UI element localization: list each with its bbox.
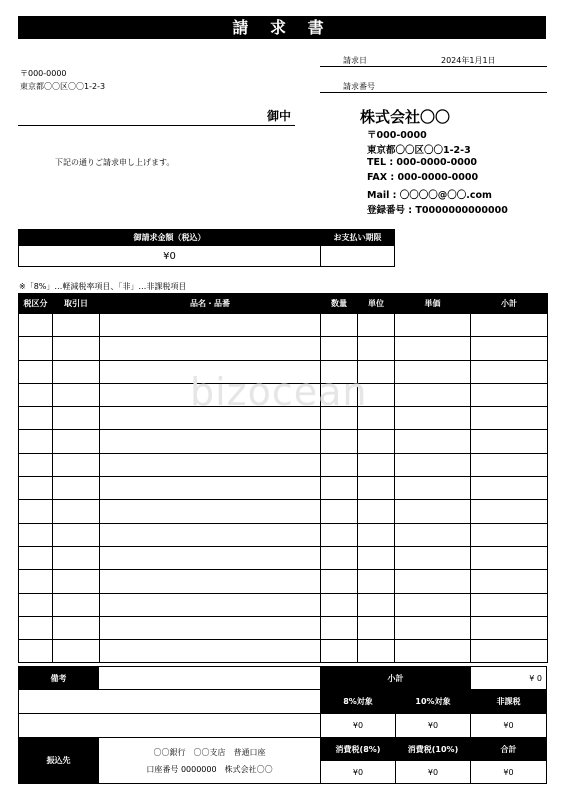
table-cell[interactable] <box>100 314 321 337</box>
table-cell[interactable] <box>358 616 395 639</box>
table-cell[interactable] <box>321 337 358 360</box>
table-cell[interactable] <box>358 593 395 616</box>
header-quantity: 数量 <box>321 294 358 314</box>
table-cell[interactable] <box>321 570 358 593</box>
table-cell[interactable] <box>358 570 395 593</box>
issuer-postal: 〒000-0000 <box>367 130 427 141</box>
table-cell[interactable] <box>19 337 53 360</box>
table-cell[interactable] <box>321 546 358 569</box>
table-row <box>19 616 548 639</box>
table-cell[interactable] <box>53 570 100 593</box>
remarks-line-2[interactable] <box>18 689 321 714</box>
table-row <box>19 453 548 476</box>
table-cell[interactable] <box>321 593 358 616</box>
table-cell[interactable] <box>395 407 471 430</box>
table-cell[interactable] <box>19 570 53 593</box>
table-cell[interactable] <box>358 546 395 569</box>
tax8-target-value: ¥0 <box>320 713 396 738</box>
items-header-row <box>19 294 548 314</box>
due-value <box>320 245 395 267</box>
consumption-tax10-value: ¥0 <box>395 760 471 784</box>
table-cell[interactable] <box>471 640 548 663</box>
remarks-label: 備考 <box>18 666 99 690</box>
table-cell[interactable] <box>53 407 100 430</box>
table-cell[interactable] <box>53 453 100 476</box>
consumption-tax10-label: 消費税(10%) <box>395 737 471 761</box>
table-cell[interactable] <box>19 477 53 500</box>
date-underline <box>320 66 547 67</box>
table-cell[interactable] <box>100 616 321 639</box>
header-unit: 単位 <box>358 294 395 314</box>
table-cell[interactable] <box>53 314 100 337</box>
table-cell[interactable] <box>100 546 321 569</box>
table-cell[interactable] <box>358 453 395 476</box>
tax8-target-label: 8%対象 <box>320 689 396 714</box>
transfer-details <box>98 737 321 784</box>
header-tax-category: 税区分 <box>19 294 53 314</box>
table-cell[interactable] <box>100 640 321 663</box>
tax10-target-label: 10%対象 <box>395 689 471 714</box>
table-cell[interactable] <box>100 453 321 476</box>
table-row <box>19 337 548 360</box>
table-cell[interactable] <box>53 430 100 453</box>
table-cell[interactable] <box>100 523 321 546</box>
table-cell[interactable] <box>358 430 395 453</box>
table-cell[interactable] <box>395 360 471 383</box>
consumption-tax8-value: ¥0 <box>320 760 396 784</box>
recipient-address: 東京都〇〇区〇〇1-2-3 <box>20 82 106 91</box>
issuer-address: 東京都〇〇区〇〇1-2-3 <box>367 145 471 156</box>
table-cell[interactable] <box>19 407 53 430</box>
table-cell[interactable] <box>358 640 395 663</box>
table-cell[interactable] <box>395 546 471 569</box>
table-cell[interactable] <box>321 314 358 337</box>
table-cell[interactable] <box>471 360 548 383</box>
table-row <box>19 430 548 453</box>
remarks-line-3[interactable] <box>18 713 321 738</box>
table-cell[interactable] <box>53 477 100 500</box>
table-cell[interactable] <box>19 593 53 616</box>
issuer-tel: TEL : 000-0000-0000 <box>367 157 478 168</box>
table-cell[interactable] <box>19 453 53 476</box>
header-item: 品名・品番 <box>100 294 321 314</box>
table-cell[interactable] <box>19 360 53 383</box>
items-table <box>18 293 548 663</box>
transfer-bank-line: 〇〇銀行 〇〇支店 普通口座 <box>153 747 266 757</box>
table-cell[interactable] <box>53 523 100 546</box>
table-cell[interactable] <box>321 453 358 476</box>
table-cell[interactable] <box>471 407 548 430</box>
table-row <box>19 523 548 546</box>
tax-note: ※「8%」…軽減税率項目、「非」…非課税項目 <box>19 282 187 291</box>
table-cell[interactable] <box>100 337 321 360</box>
header-subtotal: 小計 <box>471 294 548 314</box>
date-label: 請求日 <box>343 56 367 65</box>
table-cell[interactable] <box>358 314 395 337</box>
table-cell[interactable] <box>395 337 471 360</box>
tax10-target-value: ¥0 <box>395 713 471 738</box>
table-cell[interactable] <box>395 640 471 663</box>
table-cell[interactable] <box>358 523 395 546</box>
greeting-text: 下記の通りご請求申し上げます。 <box>55 158 175 167</box>
table-cell[interactable] <box>471 616 548 639</box>
table-cell[interactable] <box>471 430 548 453</box>
recipient-postal: 〒000-0000 <box>20 69 67 78</box>
consumption-tax8-label: 消費税(8%) <box>320 737 396 761</box>
header-date: 取引日 <box>53 294 100 314</box>
table-cell[interactable] <box>471 570 548 593</box>
issuer-registration: 登録番号 : T0000000000000 <box>367 205 508 216</box>
table-cell[interactable] <box>100 477 321 500</box>
header-unit-price: 単価 <box>395 294 471 314</box>
table-cell[interactable] <box>53 593 100 616</box>
subtotal-label: 小計 <box>320 666 471 690</box>
amount-value: ¥0 <box>18 245 321 267</box>
table-cell[interactable] <box>358 477 395 500</box>
table-cell[interactable] <box>321 523 358 546</box>
table-cell[interactable] <box>395 383 471 406</box>
table-cell[interactable] <box>471 477 548 500</box>
table-row <box>19 640 548 663</box>
table-cell[interactable] <box>19 500 53 523</box>
table-cell[interactable] <box>395 523 471 546</box>
issuer-company: 株式会社〇〇 <box>360 108 451 126</box>
table-cell[interactable] <box>358 337 395 360</box>
table-cell[interactable] <box>395 314 471 337</box>
nontax-label: 非課税 <box>470 689 547 714</box>
table-cell[interactable] <box>471 593 548 616</box>
table-cell[interactable] <box>321 430 358 453</box>
table-cell[interactable] <box>471 453 548 476</box>
table-cell[interactable] <box>321 477 358 500</box>
table-cell[interactable] <box>395 500 471 523</box>
table-cell[interactable] <box>100 593 321 616</box>
recipient-underline <box>18 125 295 126</box>
table-cell[interactable] <box>100 430 321 453</box>
table-cell[interactable] <box>395 477 471 500</box>
remarks-field[interactable] <box>98 666 321 690</box>
recipient-honorific: 御中 <box>267 109 292 123</box>
table-cell[interactable] <box>19 314 53 337</box>
table-cell[interactable] <box>471 383 548 406</box>
table-cell[interactable] <box>53 616 100 639</box>
table-cell[interactable] <box>100 500 321 523</box>
table-cell[interactable] <box>100 570 321 593</box>
date-value: 2024年1月1日 <box>441 56 496 65</box>
table-row <box>19 314 548 337</box>
grand-total-label: 合計 <box>470 737 547 761</box>
table-cell[interactable] <box>395 593 471 616</box>
table-cell[interactable] <box>19 430 53 453</box>
table-cell[interactable] <box>321 640 358 663</box>
table-cell[interactable] <box>53 640 100 663</box>
table-cell[interactable] <box>19 523 53 546</box>
table-cell[interactable] <box>471 523 548 546</box>
table-cell[interactable] <box>395 430 471 453</box>
table-cell[interactable] <box>19 383 53 406</box>
table-cell[interactable] <box>395 570 471 593</box>
subtotal-value: ¥ 0 <box>470 666 547 690</box>
table-cell[interactable] <box>321 500 358 523</box>
amount-label: 御請求金額（税込） <box>18 229 321 246</box>
table-row <box>19 500 548 523</box>
transfer-account-line: 口座番号 0000000 株式会社〇〇 <box>146 764 273 774</box>
table-cell[interactable] <box>53 383 100 406</box>
table-cell[interactable] <box>19 546 53 569</box>
table-cell[interactable] <box>53 360 100 383</box>
table-cell[interactable] <box>471 546 548 569</box>
grand-total-value: ¥0 <box>470 760 547 784</box>
watermark-logo: bizocean <box>190 370 368 414</box>
table-cell[interactable] <box>471 500 548 523</box>
table-cell[interactable] <box>19 616 53 639</box>
table-cell[interactable] <box>19 640 53 663</box>
table-cell[interactable] <box>395 616 471 639</box>
table-row <box>19 546 548 569</box>
invoice-number-label: 請求番号 <box>343 82 375 91</box>
due-label: お支払い期限 <box>320 229 395 246</box>
table-cell[interactable] <box>53 337 100 360</box>
table-cell[interactable] <box>321 616 358 639</box>
table-cell[interactable] <box>53 500 100 523</box>
table-cell[interactable] <box>358 500 395 523</box>
issuer-fax: FAX : 000-0000-0000 <box>367 172 479 183</box>
table-row <box>19 477 548 500</box>
table-row <box>19 593 548 616</box>
issuer-mail: Mail : 〇〇〇〇@〇〇.com <box>367 190 492 201</box>
table-cell[interactable] <box>471 314 548 337</box>
table-cell[interactable] <box>395 453 471 476</box>
table-cell[interactable] <box>53 546 100 569</box>
document-title: 請 求 書 <box>18 16 546 39</box>
table-cell[interactable] <box>471 337 548 360</box>
nontax-value: ¥0 <box>470 713 547 738</box>
transfer-label: 振込先 <box>18 737 99 784</box>
table-row <box>19 570 548 593</box>
number-underline <box>320 92 547 93</box>
